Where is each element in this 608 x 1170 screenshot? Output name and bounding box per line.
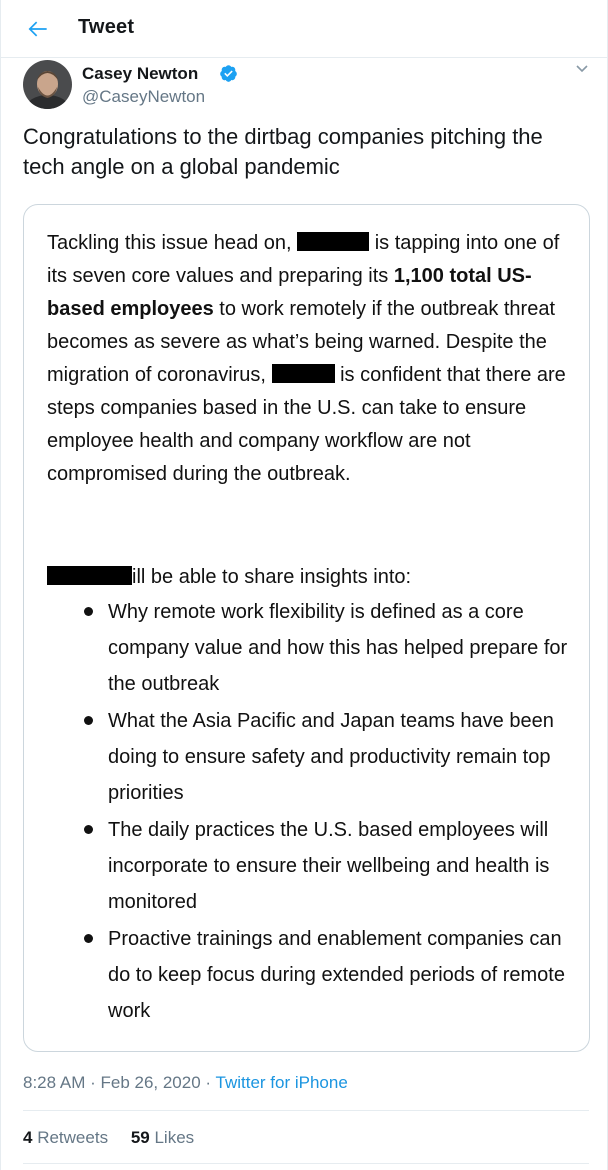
divider <box>23 1163 589 1164</box>
divider <box>23 1110 589 1111</box>
bullet-dot <box>84 825 93 834</box>
page-header <box>1 0 608 58</box>
retweets-stat[interactable] <box>23 1128 108 1147</box>
likes-label: Likes <box>154 1128 195 1147</box>
bullet-dot <box>84 934 93 943</box>
media-text-segment: is confident that there are steps companies based in the U.S. can take to ensure employee health and company workflow are not compromised during the outbreak. <box>47 364 566 485</box>
arrow-left-icon[interactable] <box>25 16 51 42</box>
bullet-item <box>47 812 572 920</box>
tweet-date[interactable]: Feb 26, 2020 <box>100 1073 201 1092</box>
bullet-text: Proactive trainings and enablement companies can do to keep focus during extended periods of remote work <box>108 928 565 1022</box>
media-bold-text: 1,100 total US-based employees <box>47 265 532 320</box>
meta-separator: · <box>200 1073 216 1092</box>
bullet-dot <box>84 607 93 616</box>
bullet-text: The daily practices the U.S. based employees will incorporate to ensure their wellbeing and health is monitored <box>108 819 550 913</box>
media-paragraph <box>47 227 572 491</box>
avatar-image <box>23 60 72 109</box>
bullet-item <box>47 703 572 811</box>
bullet-text: Why remote work flexibility is defined as a core company value and how this has helped prepare for the outbreak <box>108 601 568 695</box>
bullet-text: What the Asia Pacific and Japan teams have been doing to ensure safety and productivity remain top priorities <box>108 710 554 804</box>
bullet-dot <box>84 716 93 725</box>
likes-count: 59 <box>130 1128 150 1147</box>
verified-badge-icon <box>219 64 238 83</box>
media-text-segment: ill be able to share insights into: <box>132 566 412 588</box>
bullet-item <box>47 921 572 1029</box>
likes-stat[interactable] <box>131 1128 194 1147</box>
tweet-source-link[interactable]: Twitter for iPhone <box>215 1073 348 1092</box>
tweet-stats <box>23 1128 212 1148</box>
bullet-item <box>47 594 572 702</box>
author-handle[interactable]: @CaseyNewton <box>82 87 206 106</box>
author-name[interactable]: Casey Newton <box>82 64 199 83</box>
media-text-segment: is tapping into one of its seven core values and preparing its <box>47 232 560 287</box>
avatar[interactable] <box>23 60 72 109</box>
retweets-label: Retweets <box>37 1128 109 1147</box>
tweet-text: Congratulations to the dirtbag companies pitching the tech angle on a global pandemic <box>23 124 543 179</box>
meta-separator: · <box>85 1073 101 1092</box>
tweet-timestamp <box>23 1073 348 1093</box>
bullet-list <box>47 594 572 1030</box>
media-text-segment: Tackling this issue head on, <box>47 232 298 254</box>
tweet-media-image[interactable] <box>23 204 590 1052</box>
redaction-bar <box>272 364 335 383</box>
media-text-segment: to work remotely if the outbreak threat becomes as severe as what’s being warned. Despite the migration of coronavirus, <box>47 298 556 386</box>
redaction-bar <box>47 566 132 585</box>
retweets-count: 4 <box>23 1128 33 1147</box>
tweet-time[interactable]: 8:28 AM <box>23 1073 86 1092</box>
redaction-bar <box>297 232 369 251</box>
page-title: Tweet <box>78 16 135 38</box>
chevron-down-icon[interactable] <box>574 62 590 76</box>
media-paragraph <box>47 561 572 594</box>
